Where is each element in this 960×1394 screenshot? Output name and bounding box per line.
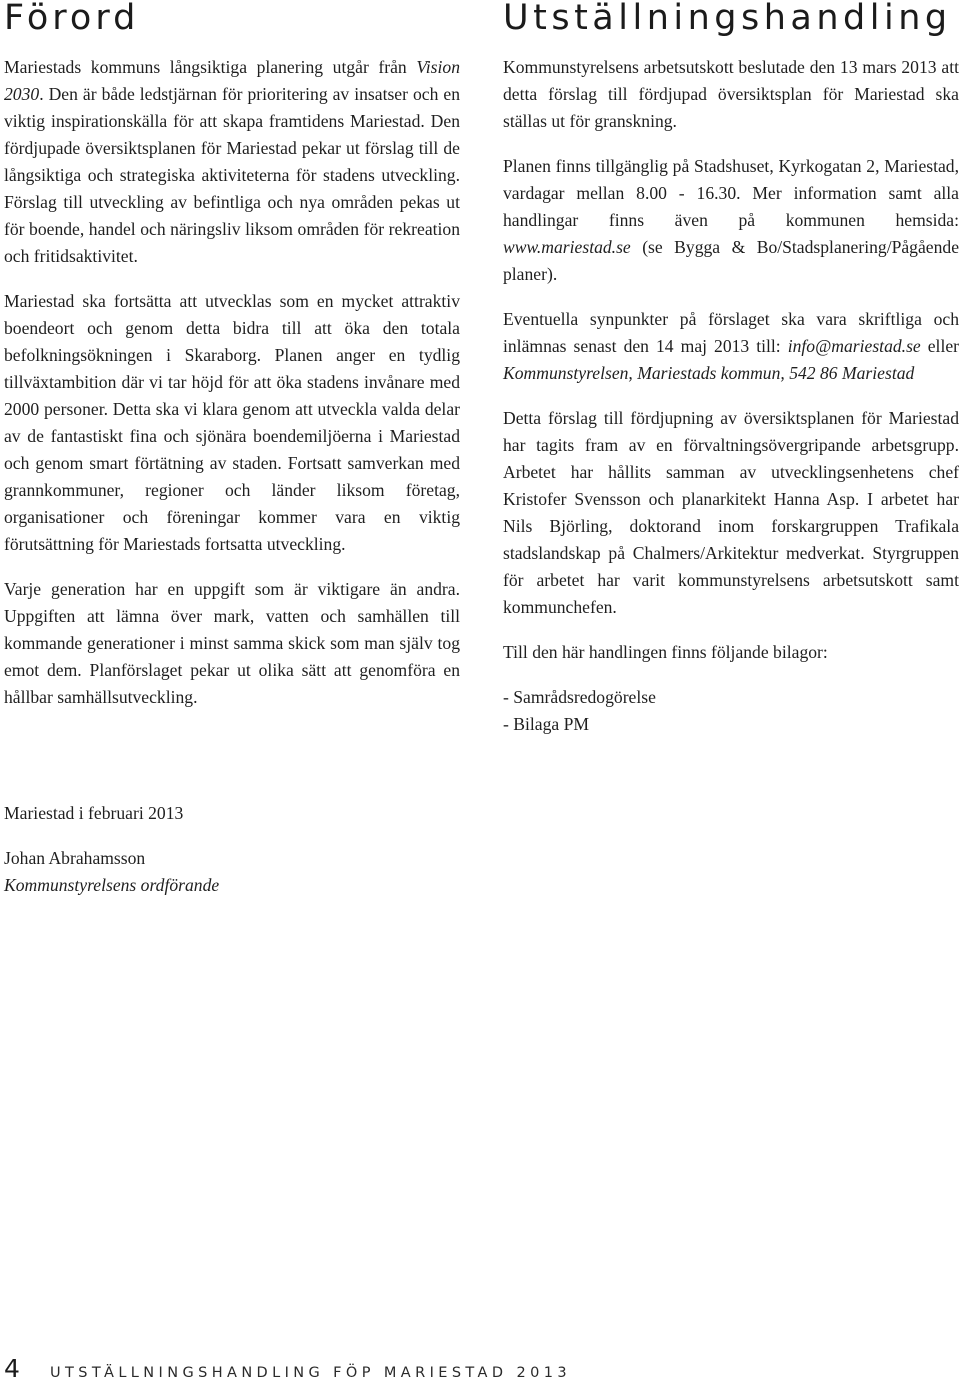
- attachment-item: - Bilaga PM: [503, 714, 590, 734]
- text-run: www.mariestad.se: [503, 237, 631, 257]
- text-run: Kommunstyrelsens arbetsutskott beslutade den 13 mars 2013 att detta förslag till fördjupad översiktsplan för Mariestad ska ställas ut för granskning.: [503, 57, 959, 131]
- forord-paragraph: [4, 288, 460, 558]
- text-run: eller: [920, 336, 960, 356]
- heading-forord: Förord: [4, 0, 140, 38]
- text-run: Detta förslag till fördjupning av översiktsplanen för Mariestad har tagits fram av en förvaltningsövergripande arbetsgrupp. Arbetet har hållits samman av utvecklingsenhetens chef Kristofer Svensson och planarkitekt Hanna Asp. I arbetet har Nils Björling, doktorand inom forskargruppen Trafikala stadslandskap på Chalmers/Arkitektur medverkat. Styrgruppen för arbetet har varit kommunstyrelsens arbetsutskott samt kommunchefen.: [503, 408, 959, 617]
- text-run: Vision 2030: [4, 57, 460, 104]
- signature-role: Kommunstyrelsens ordförande: [4, 875, 220, 895]
- utstallning-paragraph: [503, 405, 959, 621]
- right-column: [503, 0, 959, 738]
- utstallning-paragraph: [503, 54, 959, 135]
- text-run: (se Bygga & Bo/Stadsplanering/Pågående planer).: [503, 237, 959, 284]
- text-run: info@mariestad.se: [787, 336, 921, 356]
- left-paragraphs: [4, 54, 460, 711]
- signature-name: Johan Abrahamsson: [4, 848, 146, 868]
- utstallning-paragraph: [503, 639, 959, 666]
- text-run: Eventuella synpunkter på förslaget ska vara skriftliga och inlämnas senast den 14 maj 2013 till:: [503, 309, 959, 356]
- utstallning-paragraph: [503, 153, 959, 288]
- forord-paragraph: [4, 576, 460, 711]
- text-run: Varje generation har en uppgift som är viktigare än andra. Uppgiften att lämna över mark, vatten och samhällen till kommande generationer i minst samma skick som man själv tog emot dem. Planförslaget pekar ut olika sätt att genomföra en hållbar samhällsutveckling.: [4, 579, 460, 707]
- signature-block: [4, 800, 460, 899]
- signature-place-date: Mariestad i februari 2013: [4, 803, 184, 823]
- attachments-list: [503, 684, 959, 738]
- text-run: . Den är både ledstjärnan för prioritering av insatser och en viktig inspirationskälla för att skapa framtidens Mariestad. Den fördjupade översiktsplanen för Mariestad pekar ut förslag till de långsiktiga och strategiska aktiviteterna för stadens utveckling. Förslag till utveckling av befintliga och nya områden pekas ut för boende, handel och näringsliv liksom områden för rekreation och fritidsaktivitet.: [4, 84, 460, 266]
- text-run: Kommunstyrelsen, Mariestads kommun, 542 86 Mariestad: [503, 363, 915, 383]
- page-number: 4: [4, 1354, 20, 1383]
- text-run: Mariestad ska fortsätta att utvecklas som en mycket attraktiv boendeort och genom detta bidra till att öka den totala befolkningsökningen i Skaraborg. Planen anger en tydlig tillväxtambition där vi tar höjd för att öka stadens invånare med 2000 personer. Detta ska vi klara genom att utveckla valda delar av de fantastiskt fina och sjönära boendemiljöerna i Mariestad och genom smart förtätning av staden. Fortsatt samverkan med grannkommuner, regioner och länder liksom företag, organisationer och föreningar kommer vara en viktig förutsättning för Mariestads fortsatta utveckling.: [4, 291, 460, 554]
- utstallning-paragraph: [503, 306, 959, 387]
- text-run: Mariestads kommuns långsiktiga planering utgår från: [4, 57, 417, 77]
- heading-utstallningshandling: Utställningshandling: [503, 0, 952, 38]
- page-footer: [4, 1354, 571, 1394]
- running-title: UTSTÄLLNINGSHANDLING FÖP MARIESTAD 2013: [50, 1365, 571, 1381]
- left-column: [4, 0, 460, 711]
- forord-paragraph: [4, 54, 460, 270]
- attachment-item: - Samrådsredogörelse: [503, 687, 656, 707]
- right-paragraphs: [503, 54, 959, 666]
- text-run: Planen finns tillgänglig på Stadshuset, Kyrkogatan 2, Mariestad, vardagar mellan 8.00 - 16.30. Mer information samt alla handlingar finns även på kommunen hemsida:: [503, 156, 959, 230]
- text-run: Till den här handlingen finns följande bilagor:: [503, 642, 828, 662]
